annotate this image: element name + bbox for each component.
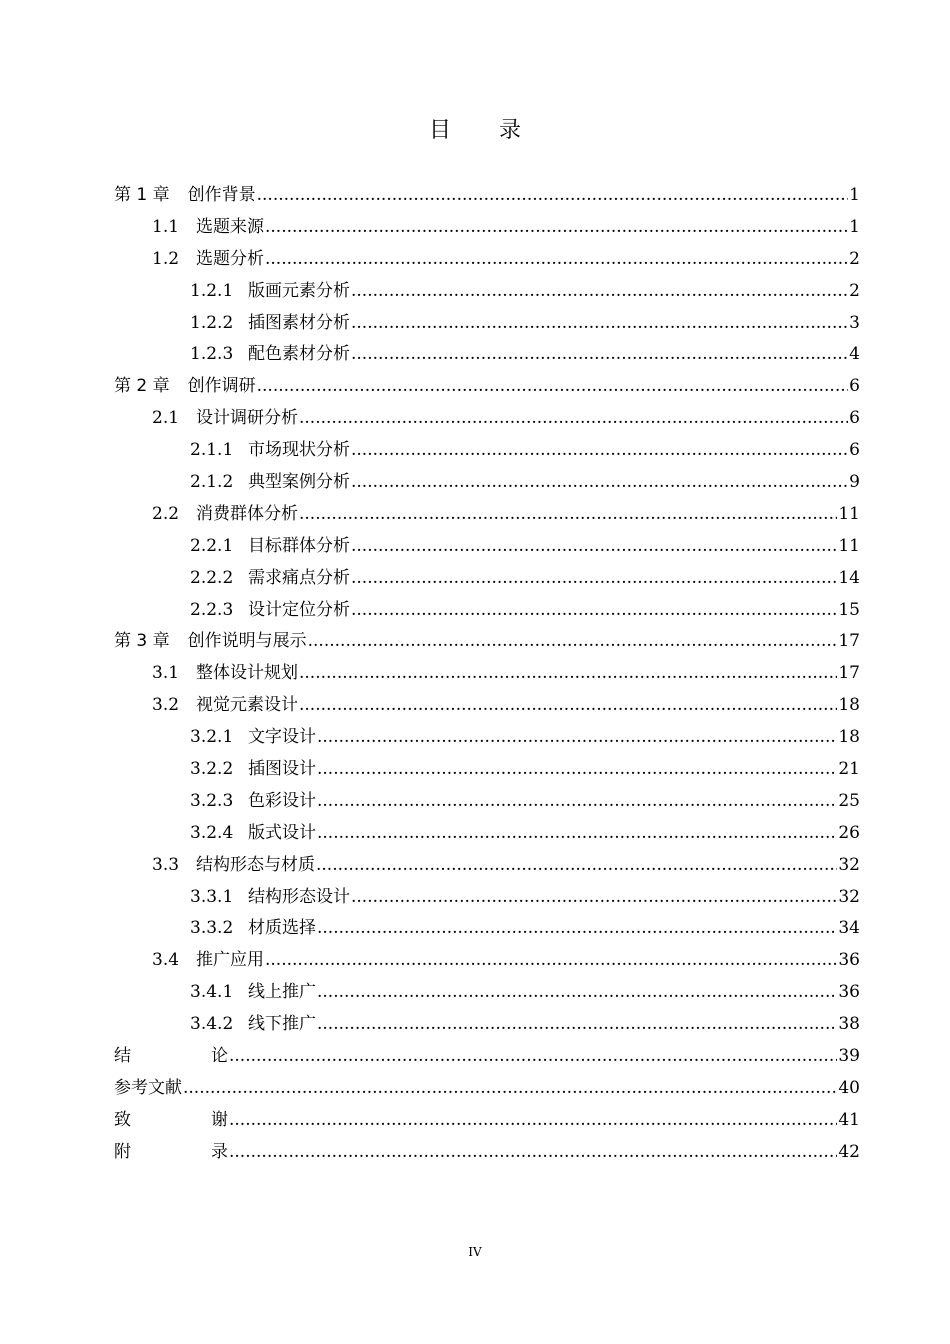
toc-entry-title: 版式设计 [248, 822, 316, 843]
toc-entry[interactable] [114, 467, 860, 499]
toc-entry-page: 40 [838, 1077, 860, 1098]
toc-entry[interactable] [114, 1073, 860, 1105]
page-number: IV [468, 1245, 482, 1259]
toc-entry[interactable] [114, 1041, 860, 1073]
toc-entry[interactable] [114, 595, 860, 627]
toc-entry-title: 目标群体分析 [248, 535, 350, 556]
toc-dot-leader [316, 850, 837, 882]
toc-entry-page: 6 [849, 440, 860, 461]
toc-entry-number: 第 2 章 [114, 376, 170, 397]
toc-dot-leader [317, 754, 837, 786]
toc-entry[interactable] [114, 850, 860, 882]
toc-entry-page: 39 [838, 1046, 860, 1067]
toc-entry-number: 3.3 [152, 854, 180, 875]
toc-entry[interactable] [114, 180, 860, 212]
toc-dot-leader [299, 403, 848, 435]
toc-dot-leader [317, 818, 837, 850]
toc-entry[interactable] [114, 913, 860, 945]
toc-entry-number: 1.1 [152, 216, 180, 237]
toc-entry-title: 创作背景 [187, 185, 256, 205]
toc-entry-page: 4 [849, 344, 860, 365]
toc-entry-title: 配色素材分析 [248, 344, 350, 365]
toc-dot-leader [229, 1105, 837, 1137]
toc-entry[interactable] [114, 531, 860, 563]
toc-entry-title: 材质选择 [248, 918, 316, 939]
toc-entry[interactable] [114, 1137, 860, 1169]
toc-entry-number: 3.4 [152, 950, 180, 971]
toc-entry-page: 21 [838, 759, 860, 780]
toc-entry-page: 32 [838, 886, 860, 907]
toc-entry-title: 结构形态与材质 [196, 854, 315, 875]
toc-entry-page: 36 [838, 982, 860, 1003]
toc-entry-number: 3.2 [152, 695, 180, 716]
toc-entry-page: 6 [849, 376, 860, 397]
toc-entry-number: 3.1 [152, 663, 180, 684]
toc-entry-page: 34 [838, 918, 860, 939]
toc-dot-leader [229, 1137, 837, 1169]
toc-entry-page: 9 [849, 472, 860, 493]
toc-entry-number: 3.2.4 [190, 822, 234, 843]
toc-entry-number: 1.2.3 [190, 344, 234, 365]
table-of-contents [114, 180, 860, 1169]
toc-entry-title: 需求痛点分析 [248, 567, 350, 588]
toc-entry-page: 11 [838, 503, 860, 524]
toc-entry-title: 推广应用 [196, 950, 264, 971]
toc-entry-page: 26 [838, 822, 860, 843]
toc-entry[interactable] [114, 786, 860, 818]
toc-dot-leader [351, 563, 837, 595]
toc-entry-title: 创作调研 [187, 376, 256, 397]
toc-entry-page: 32 [838, 854, 860, 875]
toc-entry-page: 17 [838, 663, 860, 684]
toc-entry-page: 3 [849, 312, 860, 333]
toc-entry-title: 附录 [114, 1141, 228, 1162]
toc-entry[interactable] [114, 339, 860, 371]
toc-entry-page: 18 [838, 695, 860, 716]
toc-dot-leader [257, 371, 849, 403]
toc-entry-page: 38 [838, 1014, 860, 1035]
toc-entry[interactable] [114, 371, 860, 403]
toc-dot-leader [351, 339, 848, 371]
toc-entry-number: 3.4.1 [190, 982, 234, 1003]
toc-entry-title: 色彩设计 [248, 790, 316, 811]
toc-dot-leader [265, 212, 848, 244]
toc-entry-number: 3.4.2 [190, 1014, 234, 1035]
toc-dot-leader [299, 499, 837, 531]
toc-entry-title: 结论 [114, 1046, 228, 1067]
toc-dot-leader [351, 276, 848, 308]
toc-entry[interactable] [114, 563, 860, 595]
toc-entry[interactable] [114, 882, 860, 914]
toc-entry-number: 3.3.1 [190, 886, 234, 907]
toc-entry-number: 1.2 [152, 248, 180, 269]
toc-entry-number: 1.2.1 [190, 280, 234, 301]
toc-entry-title: 结构形态设计 [248, 886, 350, 907]
toc-dot-leader [351, 467, 848, 499]
toc-entry[interactable] [114, 212, 860, 244]
toc-entry[interactable] [114, 403, 860, 435]
toc-entry-title: 选题来源 [196, 216, 264, 237]
toc-entry-page: 41 [838, 1109, 860, 1130]
toc-entry-title: 线上推广 [248, 982, 316, 1003]
toc-entry-title: 线下推广 [248, 1014, 316, 1035]
toc-entry-title: 设计调研分析 [196, 408, 298, 429]
toc-entry-title: 设计定位分析 [248, 599, 350, 620]
toc-entry-title: 文字设计 [248, 727, 316, 748]
toc-dot-leader [229, 1041, 837, 1073]
toc-entry-title: 创作说明与展示 [187, 631, 307, 652]
toc-dot-leader [351, 882, 837, 914]
toc-entry-number: 2.1.2 [190, 472, 234, 493]
toc-dot-leader [317, 1009, 837, 1041]
toc-dot-leader [183, 1073, 837, 1105]
toc-entry-page: 25 [838, 790, 860, 811]
toc-entry-title: 参考文献 [114, 1077, 182, 1098]
toc-entry[interactable] [114, 626, 860, 658]
page-title: 目录 [428, 118, 569, 143]
toc-entry-page: 2 [849, 248, 860, 269]
toc-entry-number: 2.1.1 [190, 440, 234, 461]
toc-entry[interactable] [114, 722, 860, 754]
toc-entry[interactable] [114, 308, 860, 340]
toc-entry-title: 插图设计 [248, 759, 316, 780]
toc-entry[interactable] [114, 977, 860, 1009]
toc-entry-number: 第 3 章 [114, 631, 170, 652]
toc-entry-title: 整体设计规划 [196, 663, 298, 684]
toc-entry-title: 消费群体分析 [196, 503, 298, 524]
toc-entry-number: 3.2.3 [190, 790, 234, 811]
toc-entry-title: 选题分析 [196, 248, 264, 269]
toc-entry-number: 2.2 [152, 503, 180, 524]
toc-entry[interactable] [114, 754, 860, 786]
toc-entry-page: 36 [838, 950, 860, 971]
toc-entry-page: 14 [838, 567, 860, 588]
toc-entry[interactable] [114, 435, 860, 467]
toc-dot-leader [265, 945, 837, 977]
toc-entry[interactable] [114, 499, 860, 531]
toc-entry-number: 2.2.3 [190, 599, 234, 620]
toc-entry-page: 17 [838, 631, 860, 652]
toc-entry[interactable] [114, 244, 860, 276]
toc-entry-number: 2.2.2 [190, 567, 234, 588]
toc-entry-number: 3.2.2 [190, 759, 234, 780]
toc-dot-leader [351, 308, 848, 340]
toc-entry-title: 插图素材分析 [248, 312, 350, 333]
toc-entry-title: 视觉元素设计 [196, 695, 298, 716]
toc-entry-number: 2.2.1 [190, 535, 234, 556]
toc-dot-leader [317, 722, 837, 754]
toc-entry[interactable] [114, 658, 860, 690]
toc-entry-title: 市场现状分析 [248, 440, 350, 461]
toc-dot-leader [317, 977, 837, 1009]
toc-dot-leader [317, 786, 837, 818]
toc-entry-page: 2 [849, 280, 860, 301]
toc-entry-number: 1.2.2 [190, 312, 234, 333]
toc-entry-page: 42 [838, 1141, 860, 1162]
toc-entry[interactable] [114, 276, 860, 308]
toc-entry-page: 11 [838, 535, 860, 556]
toc-entry-number: 3.3.2 [190, 918, 234, 939]
toc-dot-leader [351, 595, 837, 627]
toc-entry-title: 典型案例分析 [248, 472, 350, 493]
toc-entry-page: 15 [838, 599, 860, 620]
toc-dot-leader [351, 435, 848, 467]
toc-dot-leader [265, 244, 848, 276]
toc-entry-title: 致谢 [114, 1109, 228, 1130]
toc-entry[interactable] [114, 1105, 860, 1137]
toc-dot-leader [299, 658, 837, 690]
toc-dot-leader [351, 531, 837, 563]
toc-entry[interactable] [114, 945, 860, 977]
toc-entry-page: 18 [838, 727, 860, 748]
toc-dot-leader [257, 180, 849, 212]
toc-entry-page: 1 [849, 216, 860, 237]
toc-entry-number: 3.2.1 [190, 727, 234, 748]
toc-dot-leader [308, 626, 838, 658]
toc-entry-page: 6 [849, 408, 860, 429]
toc-entry-number: 2.1 [152, 408, 180, 429]
toc-entry-number: 第 1 章 [114, 185, 170, 205]
toc-entry-title: 版画元素分析 [248, 280, 350, 301]
toc-dot-leader [299, 690, 837, 722]
toc-entry[interactable] [114, 818, 860, 850]
toc-entry[interactable] [114, 1009, 860, 1041]
toc-entry[interactable] [114, 690, 860, 722]
toc-entry-page: 1 [849, 185, 860, 205]
toc-dot-leader [317, 913, 837, 945]
